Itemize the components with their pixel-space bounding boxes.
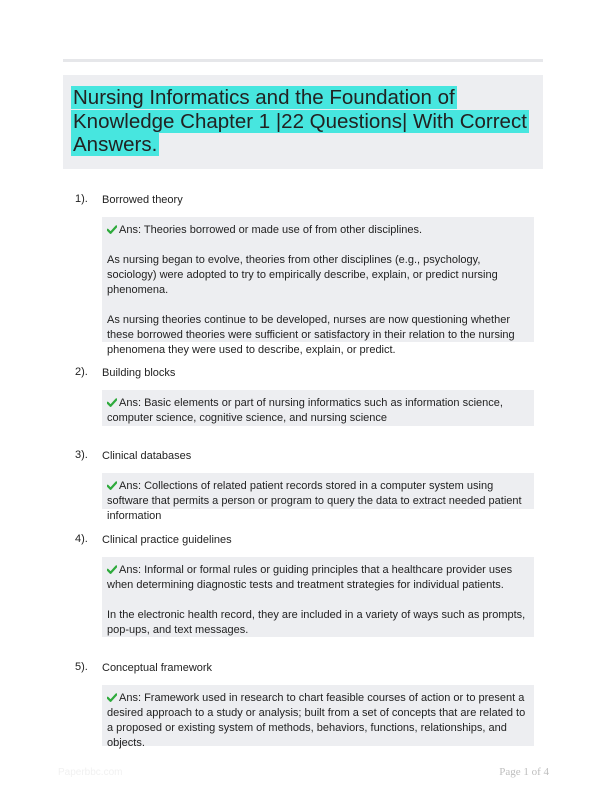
check-icon bbox=[107, 693, 117, 702]
answer-note: As nursing theories continue to be developed, nurses are now questioning whether these borrowed theories were sufficient or satisfactory in their relation to the nursing phenomena they were used to describe, explain, or predict. bbox=[107, 314, 515, 356]
question-term: Clinical practice guidelines bbox=[102, 534, 232, 546]
document-title bbox=[71, 86, 531, 157]
answer-box bbox=[102, 685, 534, 749]
answer-line bbox=[107, 479, 529, 524]
question-number: 2). bbox=[75, 366, 88, 378]
check-icon bbox=[107, 225, 117, 234]
answer-box bbox=[102, 473, 534, 522]
answer-text: Ans: Informal or formal rules or guiding principles that a healthcare provider uses when determining diagnostic tests and treatment strategies for individual patients. bbox=[107, 564, 513, 591]
answer-line bbox=[107, 691, 529, 751]
question-term: Conceptual framework bbox=[102, 662, 213, 674]
footer-watermark: Paperbbc.com bbox=[58, 767, 123, 778]
question-number: 4). bbox=[75, 533, 88, 545]
check-icon bbox=[107, 565, 117, 574]
answer-line bbox=[107, 563, 529, 593]
answer-box bbox=[102, 557, 534, 637]
answer-note: As nursing began to evolve, theories from other disciplines (e.g., psychology, sociology) were adopted to try to empirically describe, explain, or predict nursing phenomena. bbox=[107, 254, 498, 296]
check-icon bbox=[107, 398, 117, 407]
answer-box bbox=[102, 390, 534, 426]
answer-line bbox=[107, 223, 529, 238]
check-icon bbox=[107, 481, 117, 490]
question-number: 1). bbox=[75, 193, 88, 205]
question-term: Clinical databases bbox=[102, 450, 192, 462]
question-number: 5). bbox=[75, 661, 88, 673]
answer-note: In the electronic health record, they are included in a variety of ways such as prompts, pop-ups, and text messages. bbox=[107, 609, 526, 636]
document-title-highlight: Nursing Informatics and the Foundation of Knowledge Chapter 1 |22 Questions| With Correct Answers. bbox=[73, 86, 527, 156]
answer-text: Ans: Collections of related patient records stored in a computer system using software that permits a person or program to query the data to extract needed patient information bbox=[107, 480, 522, 522]
page-number: Page 1 of 4 bbox=[499, 766, 549, 778]
answer-text: Ans: Framework used in research to chart feasible courses of action or to present a desired approach to a study or analysis; built from a set of concepts that are related to a proposed or existing system of methods, behaviors, functions, relationships, and objects. bbox=[107, 692, 526, 749]
answer-line bbox=[107, 396, 529, 426]
question-number: 3). bbox=[75, 449, 88, 461]
question-term: Building blocks bbox=[102, 367, 176, 379]
answer-text: Ans: Theories borrowed or made use of from other disciplines. bbox=[119, 224, 423, 236]
answer-text: Ans: Basic elements or part of nursing informatics such as information science, computer science, cognitive science, and nursing science bbox=[107, 397, 503, 424]
top-rule bbox=[63, 59, 543, 62]
question-term: Borrowed theory bbox=[102, 194, 183, 206]
answer-box bbox=[102, 217, 534, 356]
